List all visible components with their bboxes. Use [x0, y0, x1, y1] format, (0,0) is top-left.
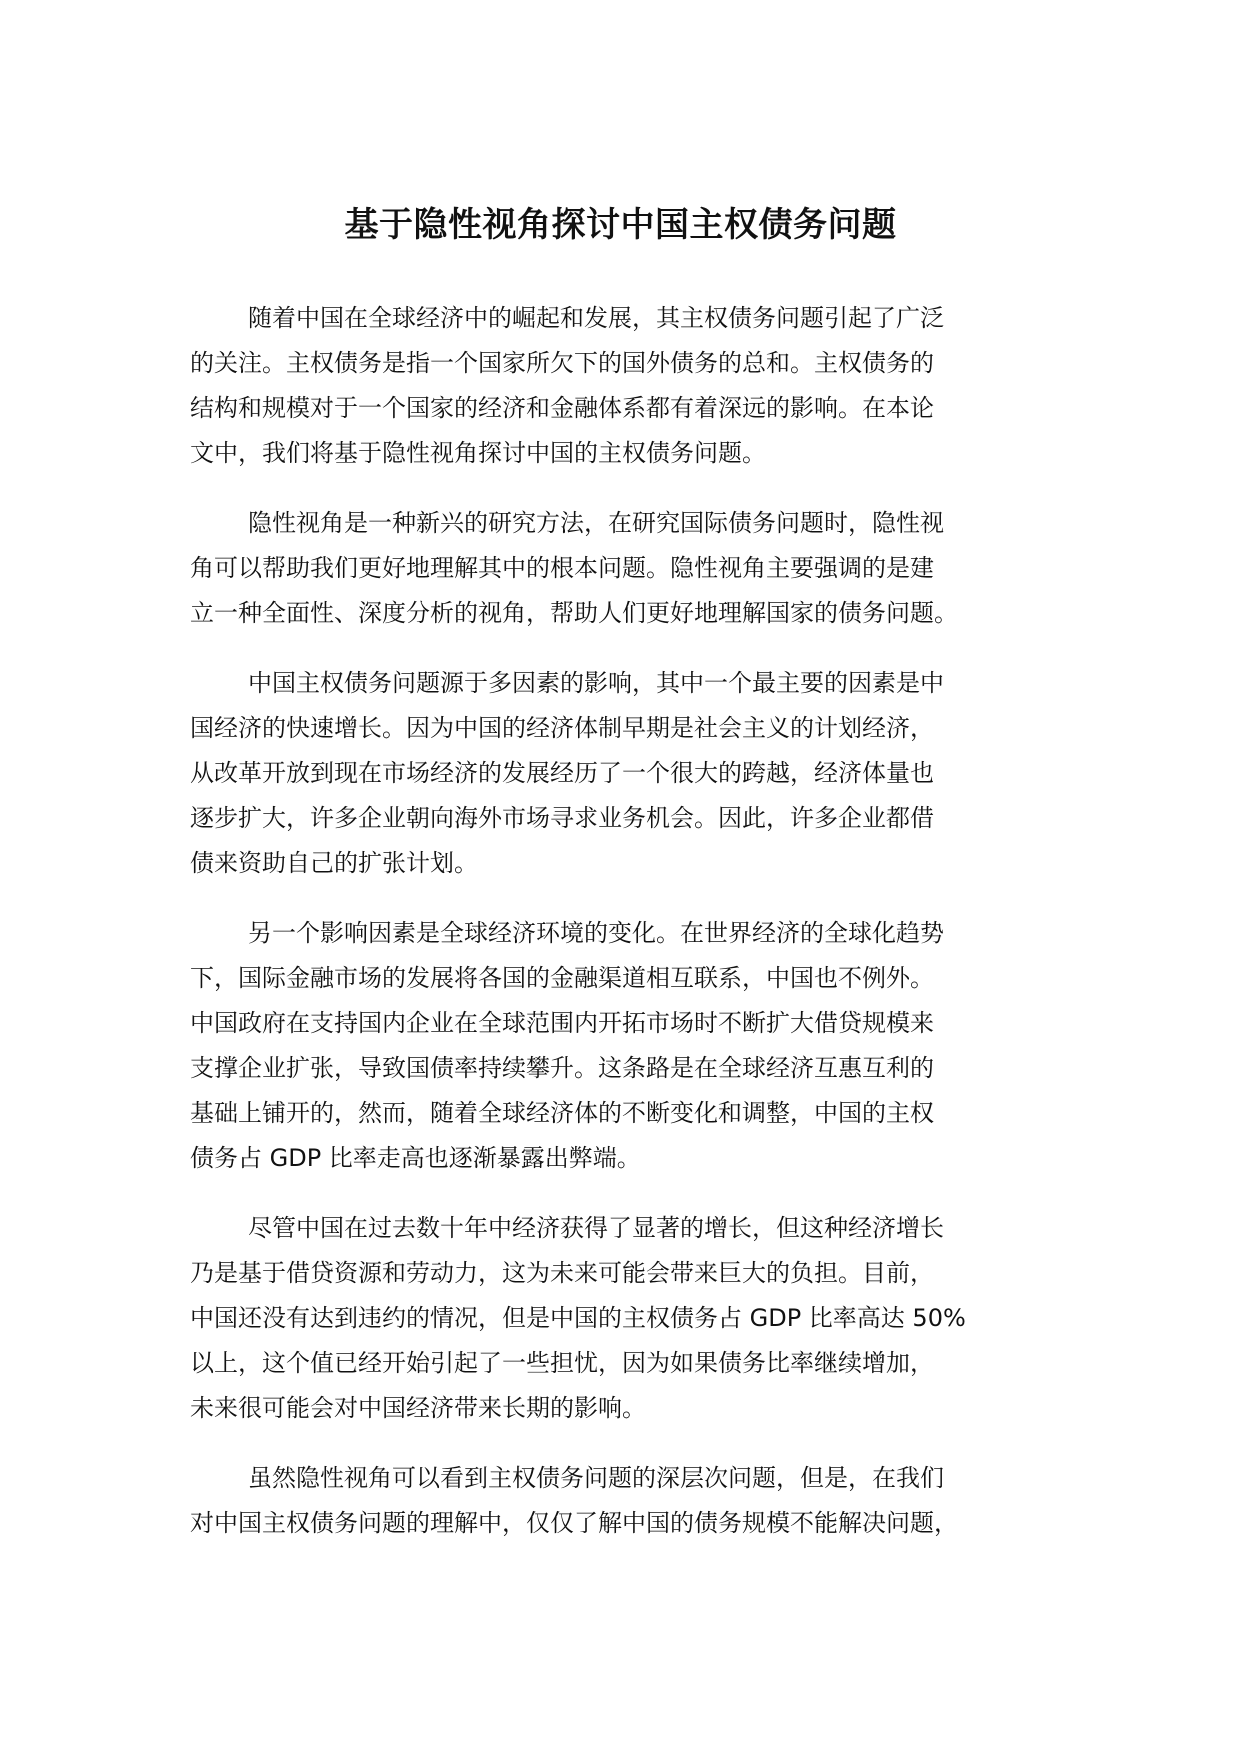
- paragraph-line: 国经济的快速增长。因为中国的经济体制早期是社会主义的计划经济，: [190, 714, 934, 742]
- paragraph-line: 文中，我们将基于隐性视角探讨中国的主权债务问题。: [190, 439, 766, 467]
- paragraph-line: 另一个影响因素是全球经济环境的变化。在世界经济的全球化趋势: [248, 919, 944, 947]
- paragraph-line: 未来很可能会对中国经济带来长期的影响。: [190, 1394, 646, 1422]
- paragraph-line: 逐步扩大，许多企业朝向海外市场寻求业务机会。因此，许多企业都借: [190, 804, 934, 832]
- paragraph: [190, 501, 1090, 636]
- paragraph-line: 角可以帮助我们更好地理解其中的根本问题。隐性视角主要强调的是建: [190, 554, 934, 582]
- paragraph-line: 债来资助自己的扩张计划。: [190, 849, 478, 877]
- paragraph-line: 从改革开放到现在市场经济的发展经历了一个很大的跨越，经济体量也: [190, 759, 934, 787]
- paragraph-line: 的关注。主权债务是指一个国家所欠下的国外债务的总和。主权债务的: [190, 349, 934, 377]
- paragraph-line: 结构和规模对于一个国家的经济和金融体系都有着深远的影响。在本论: [190, 394, 934, 422]
- paragraph: [190, 1206, 1090, 1431]
- paragraph-line: 虽然隐性视角可以看到主权债务问题的深层次问题，但是，在我们: [248, 1464, 944, 1492]
- paragraph-line: 尽管中国在过去数十年中经济获得了显著的增长，但这种经济增长: [248, 1214, 944, 1242]
- paragraph-line: 隐性视角是一种新兴的研究方法，在研究国际债务问题时，隐性视: [248, 509, 944, 537]
- paragraph-line: 中国主权债务问题源于多因素的影响，其中一个最主要的因素是中: [248, 669, 944, 697]
- paragraph-line: 立一种全面性、深度分析的视角，帮助人们更好地理解国家的债务问题。: [190, 599, 958, 627]
- paragraph-line: 乃是基于借贷资源和劳动力，这为未来可能会带来巨大的负担。目前，: [190, 1259, 934, 1287]
- paragraph: [190, 661, 1090, 886]
- document-title: 基于隐性视角探讨中国主权债务问题: [344, 204, 897, 245]
- paragraph: [190, 296, 1090, 476]
- paragraph-line: 以上，这个值已经开始引起了一些担忧，因为如果债务比率继续增加，: [190, 1349, 934, 1377]
- paragraph-line: 基础上铺开的，然而，随着全球经济体的不断变化和调整，中国的主权: [190, 1099, 934, 1127]
- paragraph: [190, 911, 1090, 1181]
- paragraph-line: 中国政府在支持国内企业在全球范围内开拓市场时不断扩大借贷规模来: [190, 1009, 934, 1037]
- paragraph-line: 对中国主权债务问题的理解中，仅仅了解中国的债务规模不能解决问题，: [190, 1509, 958, 1537]
- paragraph-line: 下，国际金融市场的发展将各国的金融渠道相互联系，中国也不例外。: [190, 964, 934, 992]
- paragraph-line: 支撑企业扩张，导致国债率持续攀升。这条路是在全球经济互惠互利的: [190, 1054, 934, 1082]
- paragraph-line: 中国还没有达到违约的情况，但是中国的主权债务占 GDP 比率高达 50%: [190, 1304, 966, 1332]
- paragraph-line: 债务占 GDP 比率走高也逐渐暴露出弊端。: [190, 1144, 641, 1172]
- paragraph-line: 随着中国在全球经济中的崛起和发展，其主权债务问题引起了广泛: [248, 304, 944, 332]
- document-body: [190, 296, 1090, 1571]
- paragraph: [190, 1456, 1090, 1546]
